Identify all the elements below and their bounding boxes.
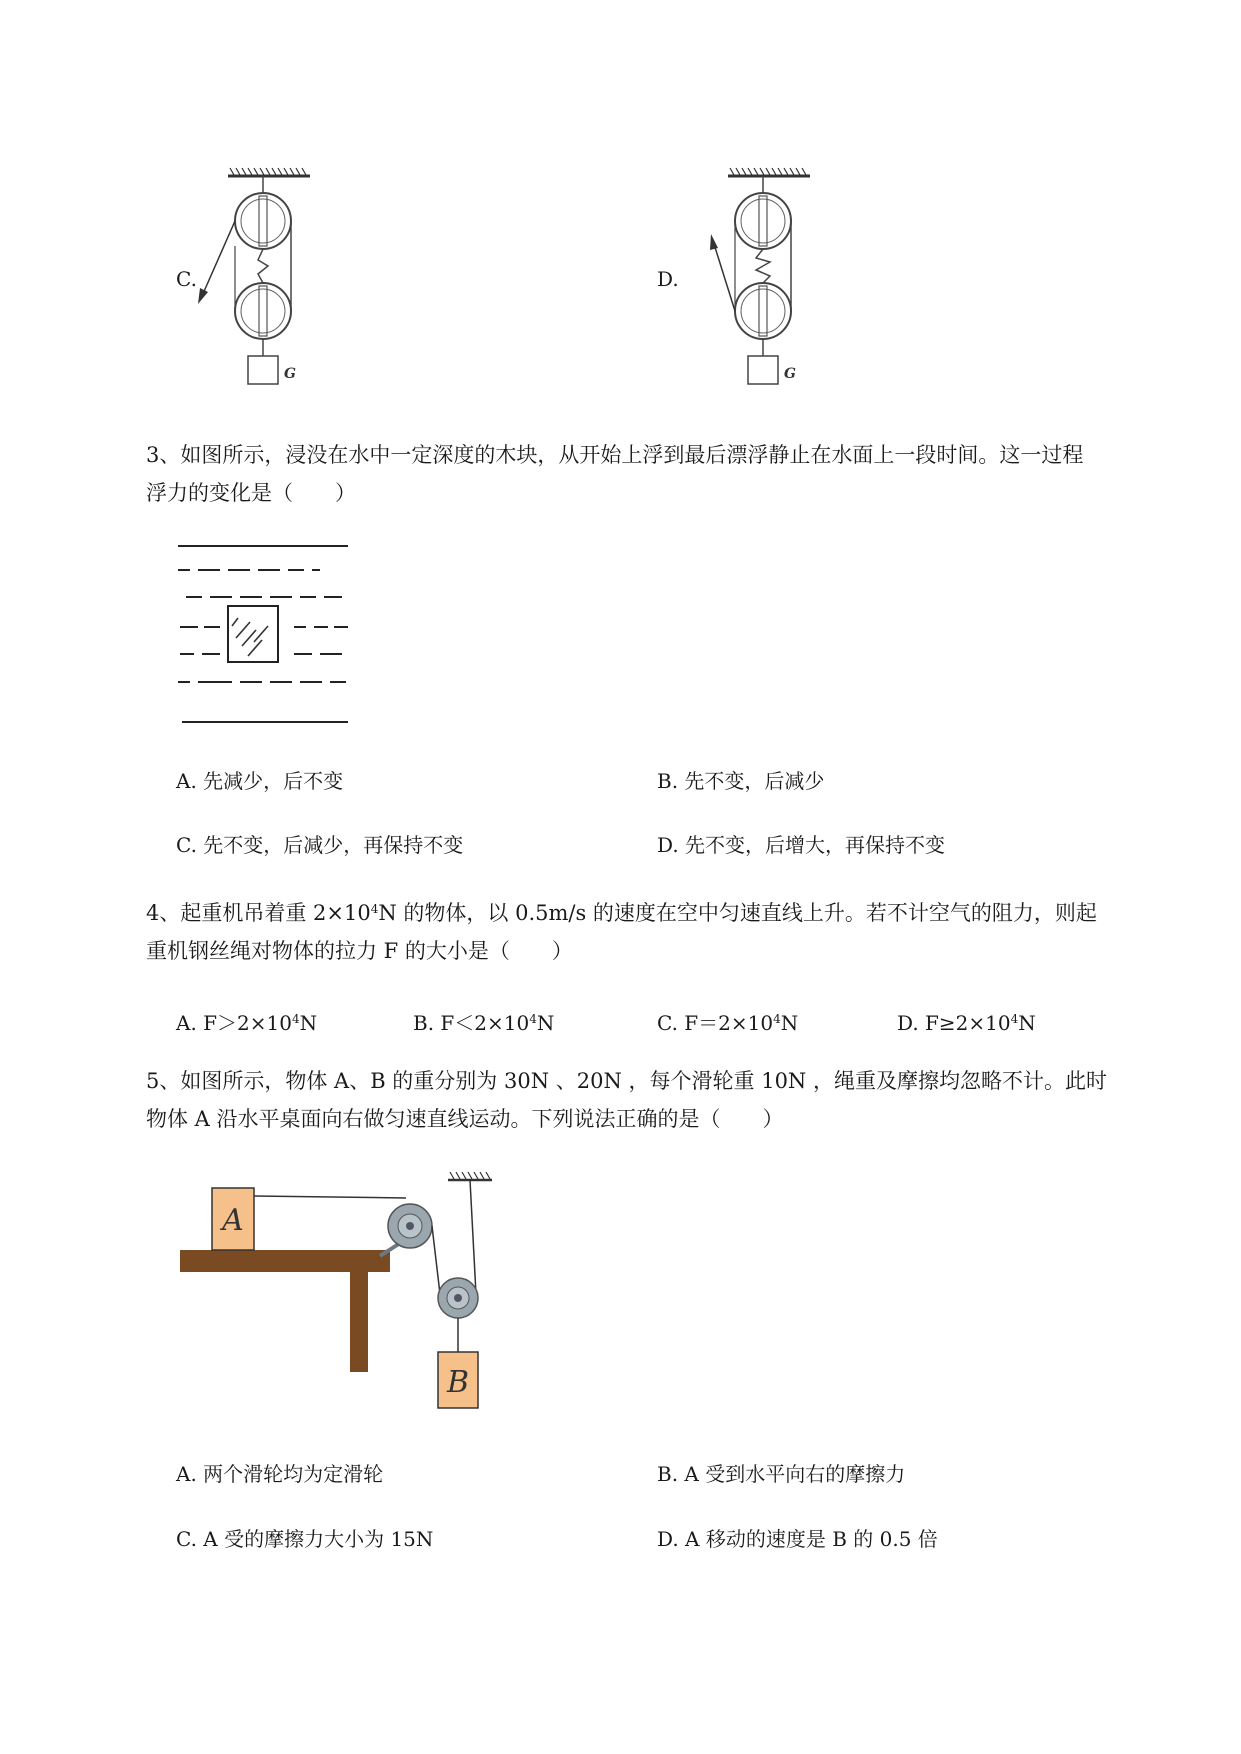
q2-figure-c [200, 166, 320, 396]
q3-option-d[interactable]: D. 先不变，后增大，再保持不变 [657, 833, 946, 857]
q5-line-2: 物体 A 沿水平桌面向右做匀速直线运动。下列说法正确的是（ ） [146, 1107, 784, 1131]
q5-option-b[interactable]: B. A 受到水平向右的摩擦力 [657, 1462, 906, 1486]
q3-water-figure [176, 538, 356, 738]
q2-d-weight-label: G [784, 366, 796, 382]
q4-option-c[interactable]: C. $F=2\times 10^4N$ [657, 1011, 799, 1035]
q5-option-c[interactable]: C. A 受的摩擦力大小为 15N [176, 1527, 434, 1551]
q4-option-a[interactable]: A. $F>2\times 10^4N$ [176, 1011, 318, 1035]
q5-question [146, 1062, 1166, 1138]
q5-block-a-label: A [222, 1203, 244, 1238]
q4-option-d[interactable]: D. $F\ge 2\times 10^4N$ [897, 1011, 1036, 1035]
q3-question [146, 436, 1166, 512]
q2-c-weight-label: G [284, 366, 296, 382]
q5-pulley-table-figure [180, 1170, 500, 1415]
q4-question [146, 890, 1166, 970]
q4-option-b[interactable]: B. $F<2\times 10^4N$ [413, 1011, 555, 1035]
q2-option-d-label[interactable]: D. [657, 267, 679, 291]
q5-option-a[interactable]: A. 两个滑轮均为定滑轮 [176, 1462, 384, 1486]
q2-figure-d [700, 166, 820, 396]
q5-block-b-label: B [446, 1365, 470, 1400]
q3-line-1: 3、如图所示，浸没在水中一定深度的木块，从开始上浮到最后漂浮静止在水面上一段时间。这一过程 [146, 443, 1084, 467]
q3-option-b[interactable]: B. 先不变，后减少 [657, 769, 825, 793]
q4-line-2: 重机钢丝绳对物体的拉力 F 的大小是（ ） [146, 939, 573, 963]
q5-line-1: 5、如图所示，物体 A、B 的重分别为 30N 、20N ，每个滑轮重 10N ，绳重及摩擦均忽略不计。此时 [146, 1069, 1107, 1093]
q3-option-a[interactable]: A. 先减少，后不变 [176, 769, 344, 793]
q2-option-c-label[interactable]: C. [176, 267, 197, 291]
q4-line-1: 4、起重机吊着重 $2\times 10^4N$ 的物体，以 0.5m/s 的速度在空中匀速直线上升。若不计空气的阻力，则起 [146, 901, 1097, 925]
q3-option-c[interactable]: C. 先不变，后减少，再保持不变 [176, 833, 464, 857]
q3-line-2: 浮力的变化是（ ） [146, 481, 356, 505]
q5-option-d[interactable]: D. A 移动的速度是 B 的 0.5 倍 [657, 1527, 938, 1551]
